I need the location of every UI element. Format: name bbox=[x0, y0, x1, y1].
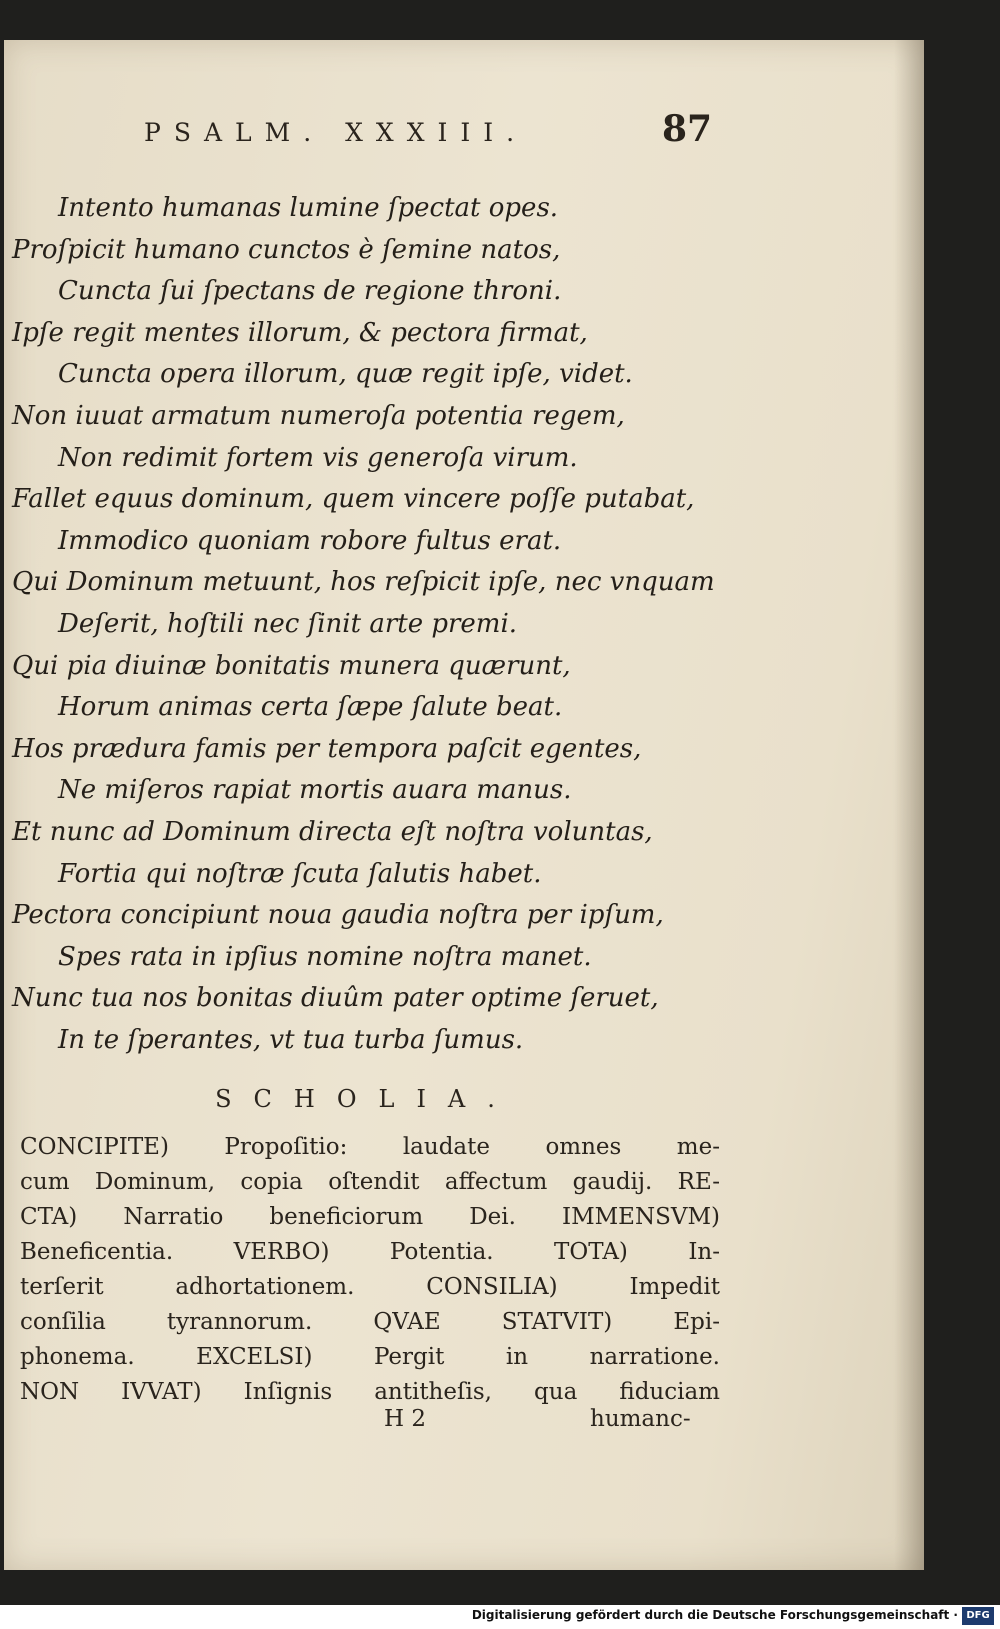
page-edge-shadow bbox=[894, 40, 924, 1570]
verse-line: Et nunc ad Dominum directa eſt noſtra voluntas, bbox=[12, 816, 653, 847]
credit-bar bbox=[0, 1605, 1000, 1629]
verse-line: Fallet equus dominum, quem vincere poſſe putabat, bbox=[12, 484, 695, 515]
verse-line: Nunc tua nos bonitas diuûm pater optime ſeruet, bbox=[12, 983, 659, 1014]
verse-line: Non redimit fortem vis generoſa virum. bbox=[58, 442, 578, 473]
verse-line: Cuncta ſui ſpectans de regione throni. bbox=[58, 276, 562, 307]
signature-mark: H 2 bbox=[384, 1406, 427, 1432]
scholia-line: terſerit adhortationem. CONSILIA) Impedit bbox=[20, 1274, 720, 1300]
verse-line: In te ſperantes, vt tua turba ſumus. bbox=[58, 1024, 524, 1055]
verse-line: Cuncta opera illorum, quæ regit ipſe, videt. bbox=[58, 359, 633, 390]
catchword: humanc- bbox=[590, 1406, 691, 1432]
verse-line: Hos prædura famis per tempora paſcit egentes, bbox=[12, 733, 642, 764]
funding-credit: Digitalisierung gefördert durch die Deutsche Forschungsgemeinschaft · bbox=[471, 1608, 958, 1622]
verse-line: Immodico quoniam robore fultus erat. bbox=[58, 525, 562, 556]
verse-line: Non iuuat armatum numeroſa potentia regem, bbox=[12, 400, 625, 431]
verse-line: Intento humanas lumine ſpectat opes. bbox=[58, 193, 559, 223]
scholia-line: cum Dominum, copia oſtendit affectum gaudij. RE- bbox=[20, 1169, 720, 1195]
running-title: PSALM. XXXIII. bbox=[144, 118, 528, 147]
scholia-line: phonema. EXCELSI) Pergit in narratione. bbox=[20, 1344, 720, 1370]
scholia-line: conſilia tyrannorum. QVAE STATVIT) Epi- bbox=[20, 1309, 720, 1335]
scholia-line: CONCIPITE) Propoſitio: laudate omnes me- bbox=[20, 1134, 720, 1160]
page-footer bbox=[20, 1406, 720, 1442]
scholia-line: Beneficentia. VERBO) Potentia. TOTA) In- bbox=[20, 1239, 720, 1265]
scholia-line: CTA) Narratio beneficiorum Dei. IMMENSVM) bbox=[20, 1204, 720, 1230]
scholia-heading: SCHOLIA. bbox=[215, 1085, 517, 1113]
verse-line: Ipſe regit mentes illorum, & pectora firmat, bbox=[12, 317, 588, 348]
book-page bbox=[4, 40, 924, 1570]
verse-line: Deſerit, hoſtili nec ſinit arte premi. bbox=[58, 608, 518, 639]
verse-block bbox=[12, 188, 732, 1061]
scholia-line: NON IVVAT) Inſignis antitheſis, qua fiduciam bbox=[20, 1379, 720, 1405]
dfg-logo: DFG bbox=[962, 1607, 994, 1625]
page-header bbox=[144, 108, 724, 158]
verse-line: Qui Dominum metuunt, hos reſpicit ipſe, nec vnquam bbox=[12, 567, 715, 598]
page-number: 87 bbox=[662, 108, 713, 150]
verse-line: Horum animas certa ſæpe ſalute beat. bbox=[58, 692, 563, 723]
verse-line: Proſpicit humano cunctos è ſemine natos, bbox=[12, 234, 561, 265]
verse-line: Spes rata in ipſius nomine noſtra manet. bbox=[58, 941, 592, 972]
verse-line: Qui pia diuinæ bonitatis munera quærunt, bbox=[12, 650, 571, 681]
verse-line: Fortia qui noſtræ ſcuta ſalutis habet. bbox=[58, 858, 542, 889]
verse-line: Pectora concipiunt noua gaudia noſtra per ipſum, bbox=[12, 900, 664, 931]
scholia-text bbox=[20, 1130, 720, 1410]
verse-line: Ne miſeros rapiat mortis auara manus. bbox=[58, 775, 572, 806]
